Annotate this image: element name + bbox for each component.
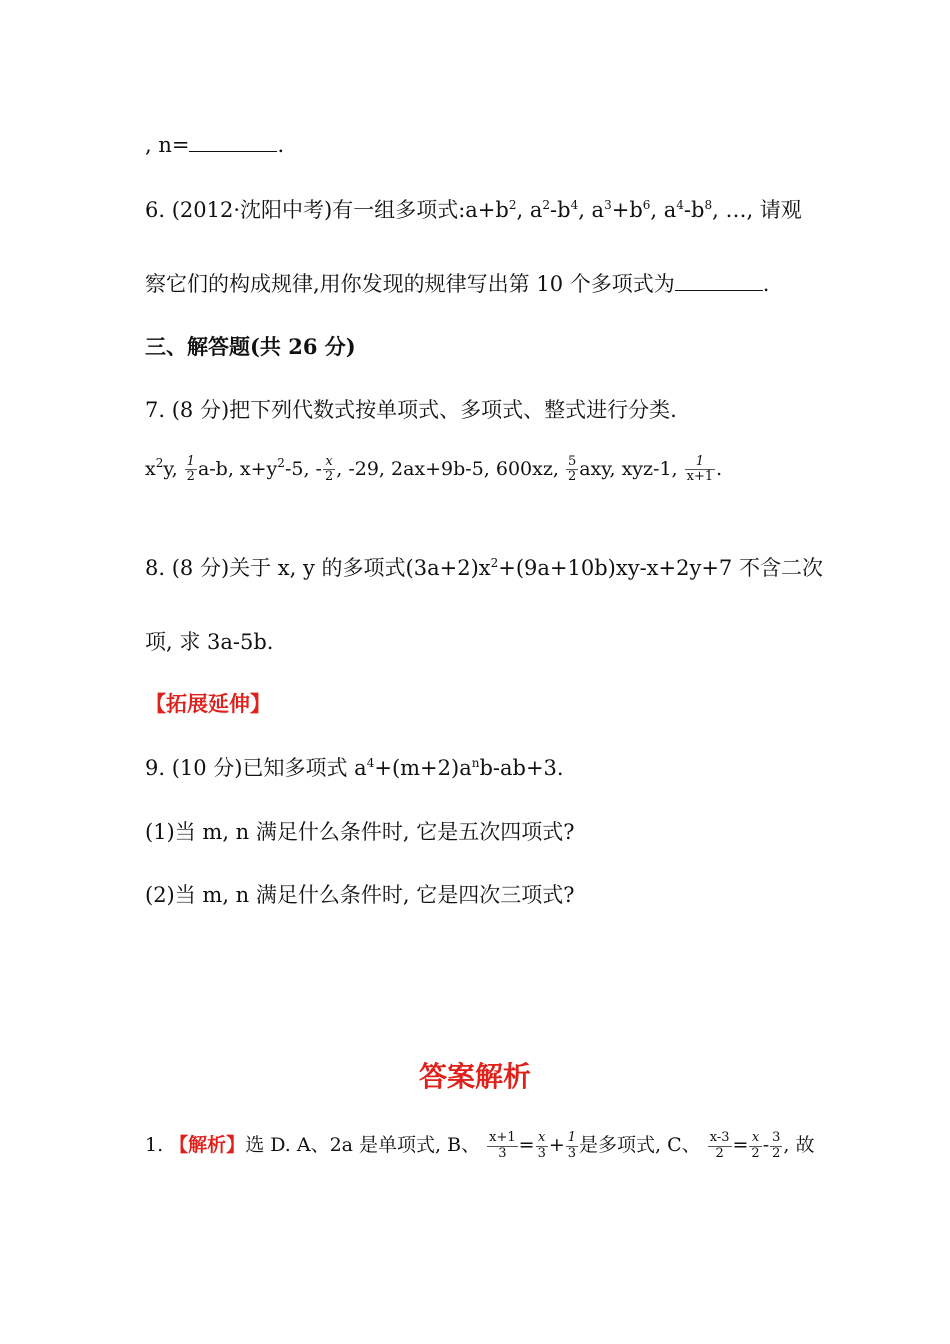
answer-blank	[189, 133, 277, 152]
fraction: $\frac{x+1}{3}$	[489, 1130, 516, 1161]
question-7-expressions: $x^2y$, $\frac{1}{2}$ a-b, $x+y^2-5$, - $\frac{x}{2}$ , -29, 2ax+9b-5, 600xz, $\frac{5}{2}$ axy, xyz-1, $\frac{1}{x+1}$ .	[145, 454, 723, 485]
fraction: $\frac{x}{2}$	[751, 1130, 760, 1161]
fraction: $\frac{1}{2}$	[186, 454, 195, 485]
question-9: 9. (10 分)已知多项式 $a^4+(m+2)a^nb-ab+3$.	[145, 756, 564, 780]
question-9-part-2: (2)当 m, n 满足什么条件时, 它是四次三项式?	[145, 883, 575, 907]
extension-heading: 【拓展延伸】	[145, 691, 271, 716]
question-8-line-2: 项, 求 3a-5b.	[145, 630, 274, 654]
fraction: $\frac{1}{x+1}$	[686, 454, 714, 485]
answers-title: 答案解析	[418, 1060, 531, 1093]
fraction: $\frac{x-3}{2}$	[709, 1130, 730, 1161]
question-6-line-2: 察它们的构成规律,用你发现的规律写出第 10 个多项式为 .	[145, 272, 770, 296]
fraction: $\frac{5}{2}$	[567, 454, 577, 485]
question-8-line-1: 8. (8 分)关于 x, y 的多项式$(3a+2)x^2+(9a+10b)xy-x+2y+7$ 不含二次	[145, 556, 823, 580]
fraction: $\frac{x}{2}$	[324, 454, 334, 485]
answer-blank	[675, 272, 763, 291]
fraction: $\frac{3}{2}$	[772, 1130, 781, 1161]
question-6-line-1: 6. (2012·沈阳中考)有一组多项式$:a+b^2$, $a^2-b^4$, $a^3+b^6$, $a^4-b^8$, …, 请观	[145, 198, 802, 222]
fraction: $\frac{x}{3}$	[537, 1130, 546, 1161]
question-7: 7. (8 分)把下列代数式按单项式、多项式、整式进行分类.	[145, 398, 677, 422]
answer-1: 1. 【解析】选 D. A、2a 是单项式, B、 $\frac{x+1}{3}$ = $\frac{x}{3}$ + $\frac{1}{3}$ 是多项式, C、 $\frac{x-3}{2}$ = $\frac{x}{2}$ - $\frac{3}{2}$ , 故	[145, 1130, 815, 1161]
fraction: $\frac{1}{3}$	[567, 1130, 577, 1161]
section-3-heading: 三、解答题(共 26 分)	[145, 334, 356, 359]
question-9-part-1: (1)当 m, n 满足什么条件时, 它是五次四项式?	[145, 820, 575, 844]
line-n-blank: , n= .	[145, 133, 285, 157]
